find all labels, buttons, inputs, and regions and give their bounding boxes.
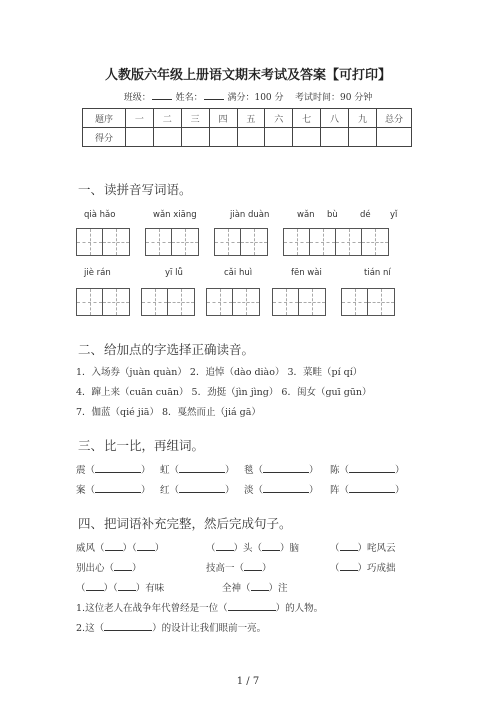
- section-number: 四、: [78, 516, 104, 531]
- answer-blank[interactable]: [95, 462, 141, 473]
- answer-blank[interactable]: [137, 540, 155, 551]
- writing-grid[interactable]: [214, 228, 268, 256]
- pinyin-label: jiàn duàn: [230, 210, 270, 220]
- idiom-item: 技高一（ ）: [206, 560, 272, 574]
- score-header-cell: 二: [153, 109, 181, 128]
- idiom-item: 别出心（ ）: [76, 560, 142, 574]
- pinyin-label: cǎi huì: [224, 268, 253, 278]
- writing-grid[interactable]: [141, 288, 195, 316]
- score-row-label: 得分: [83, 128, 126, 147]
- exam-time: 考试时间：90 分钟: [294, 93, 373, 103]
- score-cell[interactable]: [209, 128, 237, 147]
- answer-blank[interactable]: [262, 540, 280, 551]
- writing-grid[interactable]: [145, 228, 199, 256]
- answer-blank[interactable]: [340, 540, 358, 551]
- idiom-item: （ ）（ ）有味: [76, 580, 164, 594]
- section-1-heading: [78, 180, 192, 198]
- writing-grid[interactable]: [283, 228, 389, 256]
- word-item: 阵（ ）: [330, 482, 405, 496]
- section-3-heading: [78, 436, 204, 454]
- idiom-item: （ ）咤风云: [330, 540, 396, 554]
- grid-cell[interactable]: [368, 289, 394, 315]
- score-cell[interactable]: [321, 128, 349, 147]
- answer-blank[interactable]: [349, 462, 395, 473]
- word-item: 淡（ ）: [244, 482, 319, 496]
- page-number: 1 / 7: [236, 676, 260, 687]
- score-cell[interactable]: [377, 128, 412, 147]
- grid-cell[interactable]: [207, 289, 233, 315]
- score-cell[interactable]: [153, 128, 181, 147]
- section-number: 三、: [78, 438, 104, 453]
- grid-cell[interactable]: [284, 229, 310, 255]
- score-header-cell: 六: [265, 109, 293, 128]
- score-header-cell: 七: [293, 109, 321, 128]
- pinyin-label: dé: [360, 210, 371, 220]
- score-header-cell: 一: [126, 109, 154, 128]
- score-cell[interactable]: [181, 128, 209, 147]
- score-header-cell: 三: [181, 109, 209, 128]
- grid-cell[interactable]: [342, 289, 368, 315]
- answer-blank[interactable]: [244, 560, 262, 571]
- answer-blank[interactable]: [179, 462, 225, 473]
- grid-cell[interactable]: [233, 289, 259, 315]
- word-item: 毯（ ）: [244, 462, 319, 476]
- score-header-row: [83, 109, 412, 128]
- answer-blank[interactable]: [216, 540, 234, 551]
- pinyin-label: wǎn xiāng: [153, 210, 197, 220]
- answer-blank[interactable]: [104, 620, 152, 631]
- answer-blank[interactable]: [86, 580, 104, 591]
- section-title: 读拼音写词语。: [104, 182, 192, 197]
- section-number: 一、: [78, 182, 104, 197]
- grid-cell[interactable]: [336, 229, 362, 255]
- sentence-item: 1.这位老人在战争年代曾经是一位（ ）的人物。: [76, 600, 323, 614]
- score-header-cell: 题序: [83, 109, 126, 128]
- pinyin-label: yǐ: [390, 210, 398, 220]
- score-cell[interactable]: [237, 128, 265, 147]
- class-label: 班级：: [123, 93, 151, 103]
- section-title: 比一比，再组词。: [104, 438, 205, 453]
- class-blank: [152, 90, 172, 100]
- answer-blank[interactable]: [179, 482, 225, 493]
- writing-grid[interactable]: [76, 228, 130, 256]
- score-cell[interactable]: [265, 128, 293, 147]
- score-header-cell: 四: [209, 109, 237, 128]
- section-title: 把词语补充完整，然后完成句子。: [104, 516, 292, 531]
- pinyin-label: bù: [327, 210, 338, 220]
- writing-grid[interactable]: [272, 288, 326, 316]
- writing-grid[interactable]: [76, 288, 130, 316]
- grid-cell[interactable]: [215, 229, 241, 255]
- question-line: 7．伽蓝（qié jiā） 8．戛然而止（jiá gā）: [76, 407, 261, 418]
- pinyin-label: fēn wài: [291, 268, 322, 278]
- grid-cell[interactable]: [310, 229, 336, 255]
- score-table: [82, 108, 412, 147]
- question-line: 1．入场券（juàn quàn） 2．追悼（dào diào） 3．菜畦（pí qí）: [76, 367, 363, 378]
- grid-cell[interactable]: [273, 289, 299, 315]
- score-header-cell: 八: [321, 109, 349, 128]
- answer-blank[interactable]: [251, 580, 269, 591]
- score-value-row: [83, 128, 412, 147]
- score-header-cell: 五: [237, 109, 265, 128]
- word-item: 震（ ）: [76, 462, 151, 476]
- pinyin-label: qià hǎo: [84, 210, 116, 220]
- score-cell[interactable]: [126, 128, 154, 147]
- word-item: 案（ ）: [76, 482, 151, 496]
- pinyin-label: yī lǚ: [165, 268, 183, 278]
- score-header-cell: 总分: [377, 109, 412, 128]
- section-2-heading: [78, 340, 254, 358]
- name-label: 姓名：: [175, 93, 203, 103]
- grid-cell[interactable]: [168, 289, 194, 315]
- full-score: 满分：100 分: [227, 93, 284, 103]
- idiom-item: 全神（ ）注: [222, 580, 288, 594]
- answer-blank[interactable]: [105, 540, 123, 551]
- grid-cell[interactable]: [362, 229, 388, 255]
- sentence-item: 2.这（ ）的设计让我们眼前一亮。: [76, 620, 266, 634]
- answer-blank[interactable]: [340, 560, 358, 571]
- answer-blank[interactable]: [114, 560, 132, 571]
- grid-cell[interactable]: [241, 229, 267, 255]
- score-cell[interactable]: [349, 128, 377, 147]
- answer-blank[interactable]: [228, 600, 276, 611]
- idiom-item: （ ）巧成拙: [330, 560, 396, 574]
- answer-blank[interactable]: [95, 482, 141, 493]
- answer-blank[interactable]: [349, 482, 395, 493]
- page-title: 人教版六年级上册语文期末考试及答案【可打印】: [104, 68, 391, 83]
- grid-cell[interactable]: [103, 229, 129, 255]
- grid-cell[interactable]: [172, 229, 198, 255]
- exam-meta: [0, 90, 496, 103]
- word-item: 虹（ ）: [160, 462, 235, 476]
- grid-cell[interactable]: [142, 289, 168, 315]
- answer-blank[interactable]: [263, 482, 309, 493]
- pinyin-label: jiè rán: [84, 268, 111, 278]
- pinyin-label: wǎn: [297, 210, 315, 220]
- section-title: 给加点的字选择正确读音。: [104, 342, 255, 357]
- grid-cell[interactable]: [299, 289, 325, 315]
- word-item: 陈（ ）: [330, 462, 405, 476]
- idiom-item: 威风（ ）（ ）: [76, 540, 164, 554]
- grid-cell[interactable]: [77, 289, 103, 315]
- section-number: 二、: [78, 342, 104, 357]
- writing-grid[interactable]: [206, 288, 260, 316]
- grid-cell[interactable]: [146, 229, 172, 255]
- pinyin-label: tián ní: [364, 268, 391, 278]
- word-item: 红（ ）: [160, 482, 235, 496]
- writing-grid[interactable]: [341, 288, 395, 316]
- grid-cell[interactable]: [103, 289, 129, 315]
- score-header-cell: 九: [349, 109, 377, 128]
- name-blank: [204, 90, 224, 100]
- answer-blank[interactable]: [263, 462, 309, 473]
- grid-cell[interactable]: [77, 229, 103, 255]
- score-cell[interactable]: [293, 128, 321, 147]
- answer-blank[interactable]: [118, 580, 136, 591]
- section-4-heading: [78, 514, 292, 532]
- question-line: 4．蹿上来（cuān cuān） 5．劲挺（jìn jìng） 6．闺女（guī gūn）: [76, 387, 372, 398]
- idiom-item: （ ）头（ ）脑: [206, 540, 299, 554]
